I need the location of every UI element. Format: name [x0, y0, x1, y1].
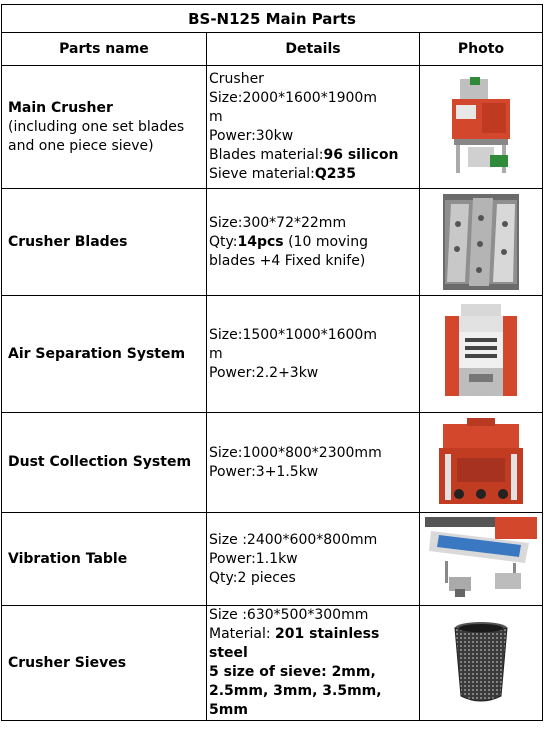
- part-name-cell: [2, 66, 207, 189]
- detail-text: Sieve material:: [209, 166, 315, 182]
- part-name: Main Crusher: [8, 99, 113, 116]
- main-parts-table: [1, 4, 543, 721]
- part-details: [207, 66, 420, 189]
- part-name-cell: [2, 296, 207, 413]
- header-details: Details: [207, 33, 420, 66]
- detail-line: Qty:2 pieces: [209, 569, 296, 586]
- table-row: [2, 413, 543, 513]
- detail-line: Power:1.1kw: [209, 550, 298, 567]
- table-row: [2, 296, 543, 413]
- detail-line: [209, 625, 419, 644]
- detail-line: Crusher: [209, 71, 264, 87]
- part-name: Air Separation System: [8, 345, 186, 362]
- detail-bold: 2.5mm, 3mm, 3.5mm,: [209, 683, 382, 699]
- table-title: BS-N125 Main Parts: [2, 5, 543, 33]
- detail-bold: 14pcs: [237, 233, 284, 250]
- crusher-blades-photo: [420, 189, 543, 296]
- table-row: [2, 606, 543, 721]
- detail-text: Material:: [209, 626, 276, 642]
- detail-bold: 5 size of sieve: 2mm,: [209, 664, 376, 680]
- detail-line: m: [209, 109, 223, 125]
- part-name: Vibration Table: [8, 550, 128, 567]
- detail-line: [209, 146, 419, 165]
- detail-line: [209, 233, 419, 252]
- part-name: Crusher Sieves: [8, 654, 127, 671]
- detail-line: Size :2400*600*800mm: [209, 531, 378, 548]
- detail-text: Qty:: [209, 233, 238, 250]
- detail-bold: steel: [209, 645, 248, 661]
- sieve-basket-photo: [420, 606, 543, 721]
- part-name-sub: (including one set blades and one piece sieve): [8, 118, 185, 154]
- detail-line: Power:2.2+3kw: [209, 364, 319, 381]
- detail-line: Power:3+1.5kw: [209, 463, 319, 480]
- vibration-table-photo: [420, 513, 543, 606]
- part-details: [207, 606, 420, 721]
- detail-line: blades +4 Fixed knife): [209, 252, 366, 269]
- detail-line: Size:300*72*22mm: [209, 214, 347, 231]
- header-photo: Photo: [420, 33, 543, 66]
- detail-line: [209, 644, 419, 663]
- detail-bold: 201 stainless: [275, 626, 380, 642]
- detail-line: Size:1500*1000*1600m: [209, 326, 377, 343]
- part-details: [207, 189, 420, 296]
- part-name: Crusher Blades: [8, 233, 128, 250]
- detail-bold: Q235: [314, 166, 357, 182]
- detail-line: [209, 165, 419, 184]
- part-name-cell: [2, 189, 207, 296]
- part-name: Dust Collection System: [8, 454, 192, 470]
- crusher-machine-photo: [420, 66, 543, 189]
- header-parts-name: Parts name: [2, 33, 207, 66]
- detail-line: [209, 663, 419, 682]
- detail-line: [209, 701, 419, 720]
- detail-line: Size:2000*1600*1900m: [209, 90, 377, 106]
- part-name-cell: [2, 513, 207, 606]
- part-details: [207, 513, 420, 606]
- detail-bold: 96 silicon: [323, 147, 399, 163]
- detail-line: Power:30kw: [209, 128, 294, 144]
- dust-collector-photo: [420, 413, 543, 513]
- table-row: [2, 66, 543, 189]
- table-row: [2, 513, 543, 606]
- detail-bold: 5mm: [209, 702, 248, 718]
- part-name-cell: [2, 413, 207, 513]
- part-details: [207, 413, 420, 513]
- detail-line: Size:1000*800*2300mm: [209, 444, 382, 461]
- detail-text: Blades material:: [209, 147, 324, 163]
- part-name-cell: [2, 606, 207, 721]
- detail-line: m: [209, 345, 223, 362]
- table-row: [2, 189, 543, 296]
- detail-line: [209, 682, 419, 701]
- air-separator-photo: [420, 296, 543, 413]
- detail-text: (10 moving: [283, 233, 368, 250]
- detail-line: Size :630*500*300mm: [209, 607, 369, 623]
- part-details: [207, 296, 420, 413]
